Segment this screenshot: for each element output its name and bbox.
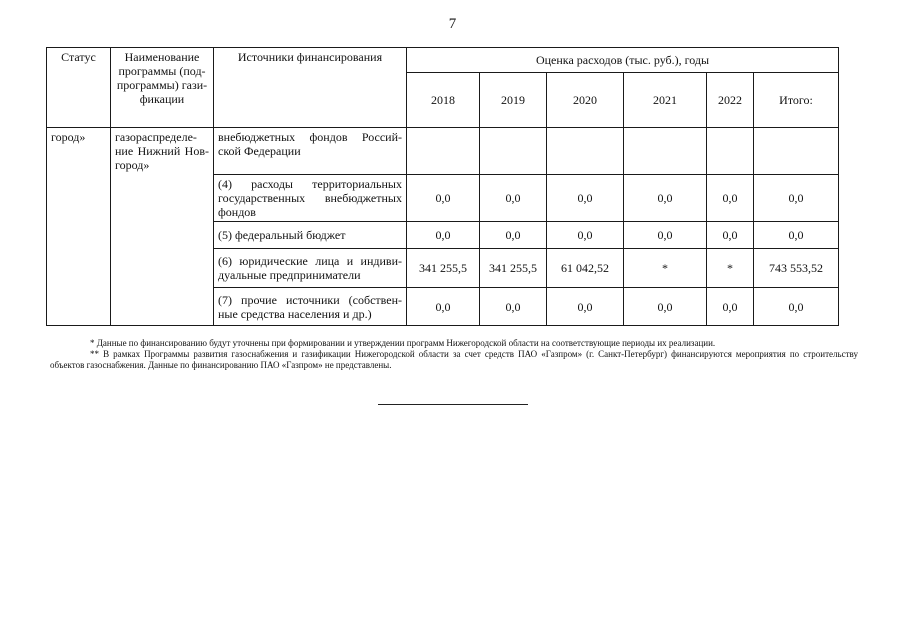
value-cell: 0,0 — [624, 222, 707, 249]
header-estimate: Оценка расходов (тыс. руб.), годы — [407, 48, 839, 73]
total-cell: 743 553,52 — [754, 249, 839, 288]
header-status: Статус — [47, 48, 111, 128]
footnote-2: ** В рамках Программы развития газоснабжения и газификации Нижегородской области за счет средств ПАО «Газпром» (г. Санкт-Петербург) финансируются мероприятия по строительству объектов газоснабжения. Данные по финансированию ПАО «Газпром» не представлены. — [50, 349, 858, 370]
source-cell: (5) федеральный бюджет — [214, 222, 407, 249]
value-cell: 0,0 — [707, 222, 754, 249]
financing-table — [46, 47, 839, 326]
total-cell — [754, 128, 839, 175]
closing-rule — [378, 404, 528, 405]
value-cell: 0,0 — [624, 288, 707, 326]
value-cell: 0,0 — [624, 175, 707, 222]
value-cell: 0,0 — [480, 288, 547, 326]
table-row — [47, 128, 839, 175]
total-cell: 0,0 — [754, 222, 839, 249]
value-cell — [624, 128, 707, 175]
total-cell: 0,0 — [754, 175, 839, 222]
status-cell: город» — [47, 128, 111, 326]
value-cell: 0,0 — [480, 222, 547, 249]
year-header: 2018 — [407, 73, 480, 128]
value-cell: 341 255,5 — [407, 249, 480, 288]
value-cell: 0,0 — [407, 175, 480, 222]
header-sources: Источники финансирования — [214, 48, 407, 128]
value-cell — [480, 128, 547, 175]
value-cell: 0,0 — [547, 222, 624, 249]
value-cell: 341 255,5 — [480, 249, 547, 288]
value-cell: 0,0 — [707, 288, 754, 326]
value-cell: 61 042,52 — [547, 249, 624, 288]
value-cell: 0,0 — [707, 175, 754, 222]
year-header: 2019 — [480, 73, 547, 128]
value-cell: 0,0 — [407, 288, 480, 326]
source-cell: (6) юридические лица и индиви-дуальные предприниматели — [214, 249, 407, 288]
page-number: 7 — [448, 16, 457, 32]
source-cell: внебюджетных фондов Россий-ской Федерации — [214, 128, 407, 175]
year-header: 2020 — [547, 73, 624, 128]
value-cell — [407, 128, 480, 175]
footnotes — [50, 338, 858, 371]
value-cell — [547, 128, 624, 175]
header-program-name: Наименование программы (под-программы) гази-фикации — [111, 48, 214, 128]
program-name-cell: газораспределе-ние Нижний Нов-город» — [111, 128, 214, 326]
value-cell: * — [707, 249, 754, 288]
source-cell: (4) расходы территориальных государственных внебюджетных фондов — [214, 175, 407, 222]
value-cell — [707, 128, 754, 175]
source-cell: (7) прочие источники (собствен-ные средства населения и др.) — [214, 288, 407, 326]
total-cell: 0,0 — [754, 288, 839, 326]
value-cell: 0,0 — [480, 175, 547, 222]
value-cell: 0,0 — [547, 288, 624, 326]
value-cell: * — [624, 249, 707, 288]
year-header: 2021 — [624, 73, 707, 128]
value-cell: 0,0 — [407, 222, 480, 249]
footnote-1: * Данные по финансированию будут уточнены при формировании и утверждении программ Нижегородской области на соответствующие периоды их реализации. — [90, 338, 716, 348]
year-header: 2022 — [707, 73, 754, 128]
value-cell: 0,0 — [547, 175, 624, 222]
total-header: Итого: — [754, 73, 839, 128]
